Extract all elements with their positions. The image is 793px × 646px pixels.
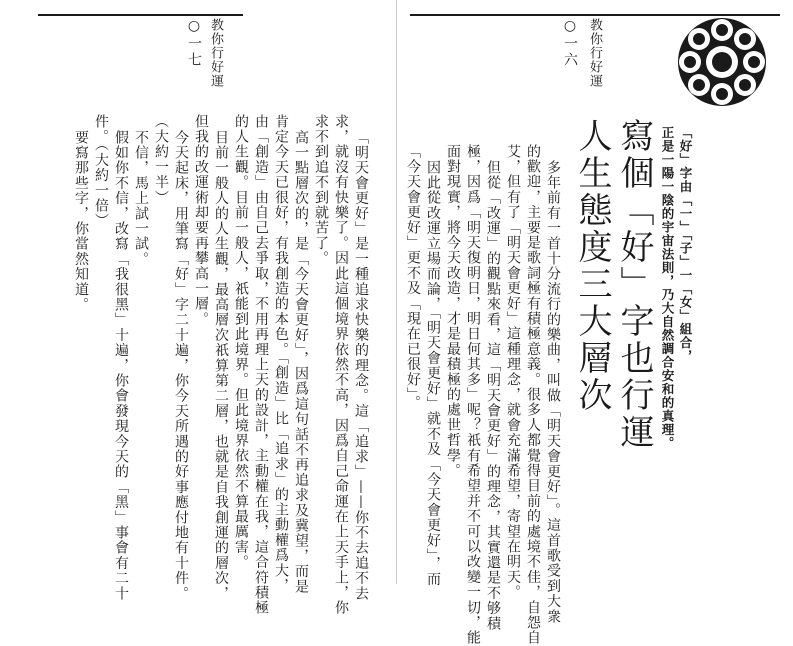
left-body-col-14: 件。（大約一倍） [93, 114, 109, 229]
lead-line-2: 正是一陽一陰的宇宙法則，乃大自然調合安和的真理。 [660, 126, 675, 450]
left-body-col-6: 由「創造」由自己去爭取，不用再理上天的設計，主動權在我，這合符積極 [253, 114, 269, 616]
right-body-col-7: 因此從改運立場而論，「明天會更好」就不及「今天會更好」，而 [425, 160, 441, 587]
chapter-title-line-1: 寫個「好」字也行運 [614, 118, 654, 451]
right-page-number: ○一六 [562, 18, 578, 68]
left-page-number: ○一七 [186, 18, 202, 68]
right-body-col-2: 的歡迎，主要是歌詞極有積極意義。很多人都覺得目前的處境不佳，自怨自 [525, 144, 541, 646]
right-body-col-6: 面對現實，將今天改造，才是最積極的處世哲學。 [445, 144, 461, 479]
left-body-col-4: 高一點層次的，是「今天會更好」，因爲這句話不再追求及冀望，而是 [293, 130, 309, 595]
left-body-col-9: 但我的改運術却要再攀高一層。 [193, 114, 209, 327]
left-body-col-12: 不信，馬上試一試。 [133, 130, 149, 267]
lead-line-1: 「好」字由「一」「子」一「女」組合， [678, 126, 693, 363]
left-body-col-11: （大約一半） [153, 114, 169, 206]
left-page-top-rule [38, 14, 243, 16]
right-body-col-3: 艾，但有了「明天會更好」這種理念，就會充滿希望，寄望在明天。 [505, 144, 521, 600]
left-page-running-head: 教你行好運 [208, 18, 223, 88]
left-body-col-8: 目前一般人的人生觀，最高層次祇算第二層，也就是自我創運的層次， [213, 130, 229, 602]
left-body-col-15: 要寫那些字，你當然知道。 [73, 130, 89, 313]
page-gutter [396, 0, 397, 584]
dharma-wheel-flower-icon [672, 12, 772, 112]
left-body-col-5: 肯定今天已很好，有我創造的本色。「創造」比「追求」的主動權爲大， [273, 114, 289, 594]
right-page-running-head: 教你行好運 [587, 18, 602, 88]
left-body-col-3: 求不到追不到就苦了。 [313, 114, 329, 266]
chapter-title-line-2: 人生態度三大層次 [572, 118, 612, 414]
right-body-col-8: 「今天會更好」更不及「現在已很好」。 [405, 144, 421, 411]
left-body-col-2: 求，就沒有快樂了。因此這個境界依然不高，因爲自己命運在上天手上，你 [333, 114, 349, 616]
right-body-col-5: 極，因爲「明天復明日，明日何其多」呢？祇有希望并不可以改變一切，能 [465, 144, 481, 646]
right-body-col-4: 但從「改運」的觀點來看，這「明天會更好」的理念，其實還是不够積 [485, 160, 501, 632]
left-body-col-7: 的人生觀。目前一般人，祇能到此境界。但此境界依然不算最厲害。 [233, 114, 249, 570]
left-body-col-10: 今天起床，用筆寫「好」字二十遍，你今天所遇的好事應付地有十件。 [173, 130, 189, 602]
right-body-col-1: 多年前有一首十分流行的樂曲，叫做「明天會更好」。這首歌受到大衆 [545, 160, 561, 625]
left-body-col-1: 「明天會更好」是一種追求快樂的理念。這「追求」——你不去追不去 [353, 130, 369, 602]
left-body-col-13: 假如你不信，改寫「我很黑」十遍，你會發現今天的「黑」事會有二十 [113, 130, 129, 602]
